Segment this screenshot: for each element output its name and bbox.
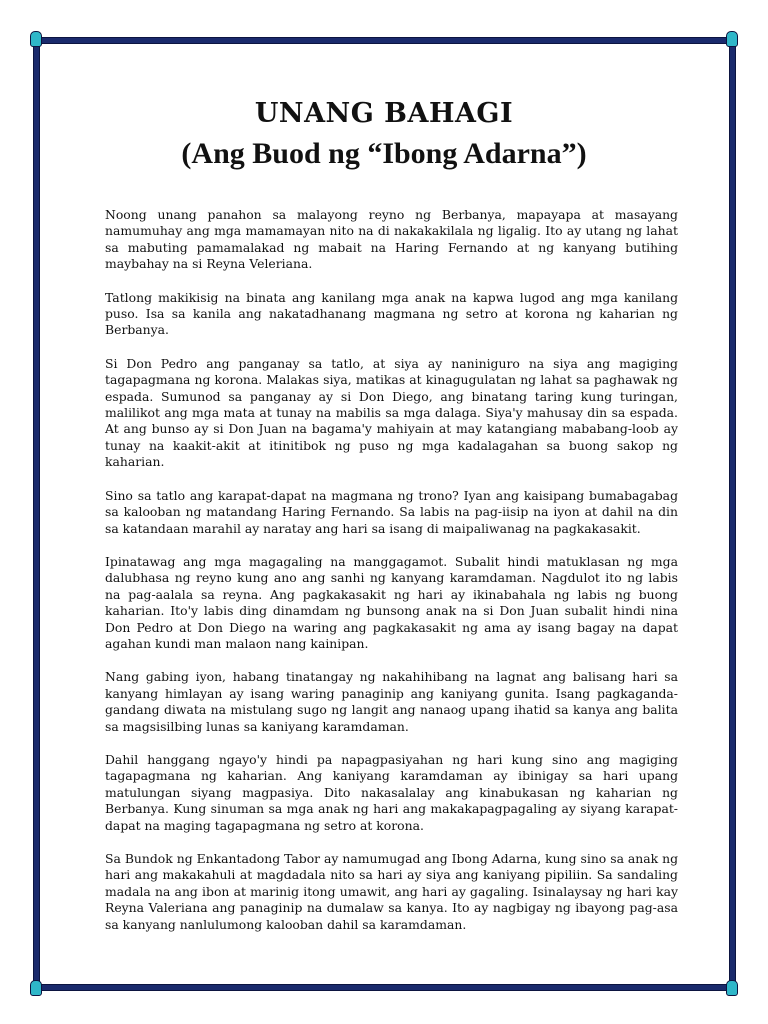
paragraph: Sino sa tatlo ang karapat-dapat na magmana ng trono? Iyan ang kaisipang bumabagabag sa kalooban ng matandang Haring Fernando. Sa labis na pag-iisip na iyon at dahil na din sa katandaan marahil ay naratay ang hari sa isang di maipaliwanag na pagkakasakit.	[105, 487, 678, 536]
corner-ornament-icon	[726, 980, 738, 996]
corner-ornament-icon	[30, 980, 42, 996]
border-left	[33, 40, 40, 988]
page-subtitle: (Ang Buod ng “Ibong Adarna”)	[181, 137, 587, 170]
corner-ornament-icon	[726, 31, 738, 47]
document-body	[105, 207, 678, 950]
paragraph: Nang gabing iyon, habang tinatangay ng nakahihibang na lagnat ang balisang hari sa kanyang himlayan ay isang waring panaginip ang kaniyang gunita. Isang pagkaganda-gandang diwata na mistulang sugo ng langit ang nanaog upang ihatid sa kanya ang balita sa magsisilbing lunas sa kaniyang karamdaman.	[105, 669, 678, 734]
paragraph: Noong unang panahon sa malayong reyno ng Berbanya, mapayapa at masayang namumuhay ang mga mamamayan nito na di nakakakilala ng ligalig. Ito ay utang ng lahat sa mabuting pamamalakad ng mabait na Haring Fernando at ng kanyang butihing maybahay na si Reyna Veleriana.	[105, 207, 678, 272]
border-bottom	[38, 984, 730, 991]
paragraph: Tatlong makikisig na binata ang kanilang mga anak na kapwa lugod ang mga kanilang puso. Isa sa kanila ang nakatadhanang magmana ng setro at korona ng kaharian ng Berbanya.	[105, 289, 678, 338]
page-title: UNANG BAHAGI	[254, 98, 514, 129]
paragraph: Si Don Pedro ang panganay sa tatlo, at siya ay naniniguro na siya ang magiging tagapagmana ng korona. Malakas siya, matikas at kinagugulatan ng lahat sa paghawak ng espada. Sumunod sa panganay ay si Don Diego, ang binatang taring kung turingan, malilikot ang mga mata at tunay na mabilis sa mga dalaga. Siya'y mahusay din sa espada. At ang bunso ay si Don Juan na bagama'y mahiyain at may katangiang mababang-loob ay tunay na kaakit-akit at itinitibok ng puso ng mga kadalagahan sa buong sakop ng kaharian.	[105, 355, 678, 470]
paragraph: Sa Bundok ng Enkantadong Tabor ay namumugad ang Ibong Adarna, kung sino sa anak ng hari ang makakahuli at magdadala nito sa hari ay siya ang kaniyang pipiliin. Sa sandaling madala na ang ibon at marinig itong umawit, ang hari ay gagaling. Isinalaysay ng hari kay Reyna Valeriana ang panaginip na dumalaw sa kanya. Ito ay nagbigay ng ibayong pag-asa sa kanyang nanlulumong kalooban dahil sa karamdaman.	[105, 851, 679, 932]
border-top	[38, 37, 730, 44]
paragraph: Dahil hanggang ngayo'y hindi pa napagpasiyahan ng hari kung sino ang magiging tagapagmana ng kaharian. Ang kaniyang karamdaman ay ibinigay sa hari upang matulungan siyang magpasiya. Dito nakasalalay ang kinabukasan ng kaharian ng Berbanya. Kung sinuman sa mga anak ng hari ang makakapagpagaling ay siyang karapat-dapat na maging tagapagmana ng setro at korona.	[105, 751, 678, 833]
border-right	[729, 40, 736, 988]
corner-ornament-icon	[30, 31, 42, 47]
paragraph: Ipinatawag ang mga magagaling na manggagamot. Subalit hindi matuklasan ng mga dalubhasa ng reyno kung ano ang sanhi ng kanyang karamdaman. Nagdulot ito ng labis na pag-aalala sa reyna. Ang pagkakasakit ng hari ay ikinabahala ng labis ng buong kaharian. Ito'y labis ding dinamdam ng bunsong anak na si Don Juan subalit hindi nina Don Pedro at Don Diego na waring ang pagkakasakit ng ama ay isang bagay na dapat agahan kundi man malaon nang kainipan.	[105, 553, 678, 651]
